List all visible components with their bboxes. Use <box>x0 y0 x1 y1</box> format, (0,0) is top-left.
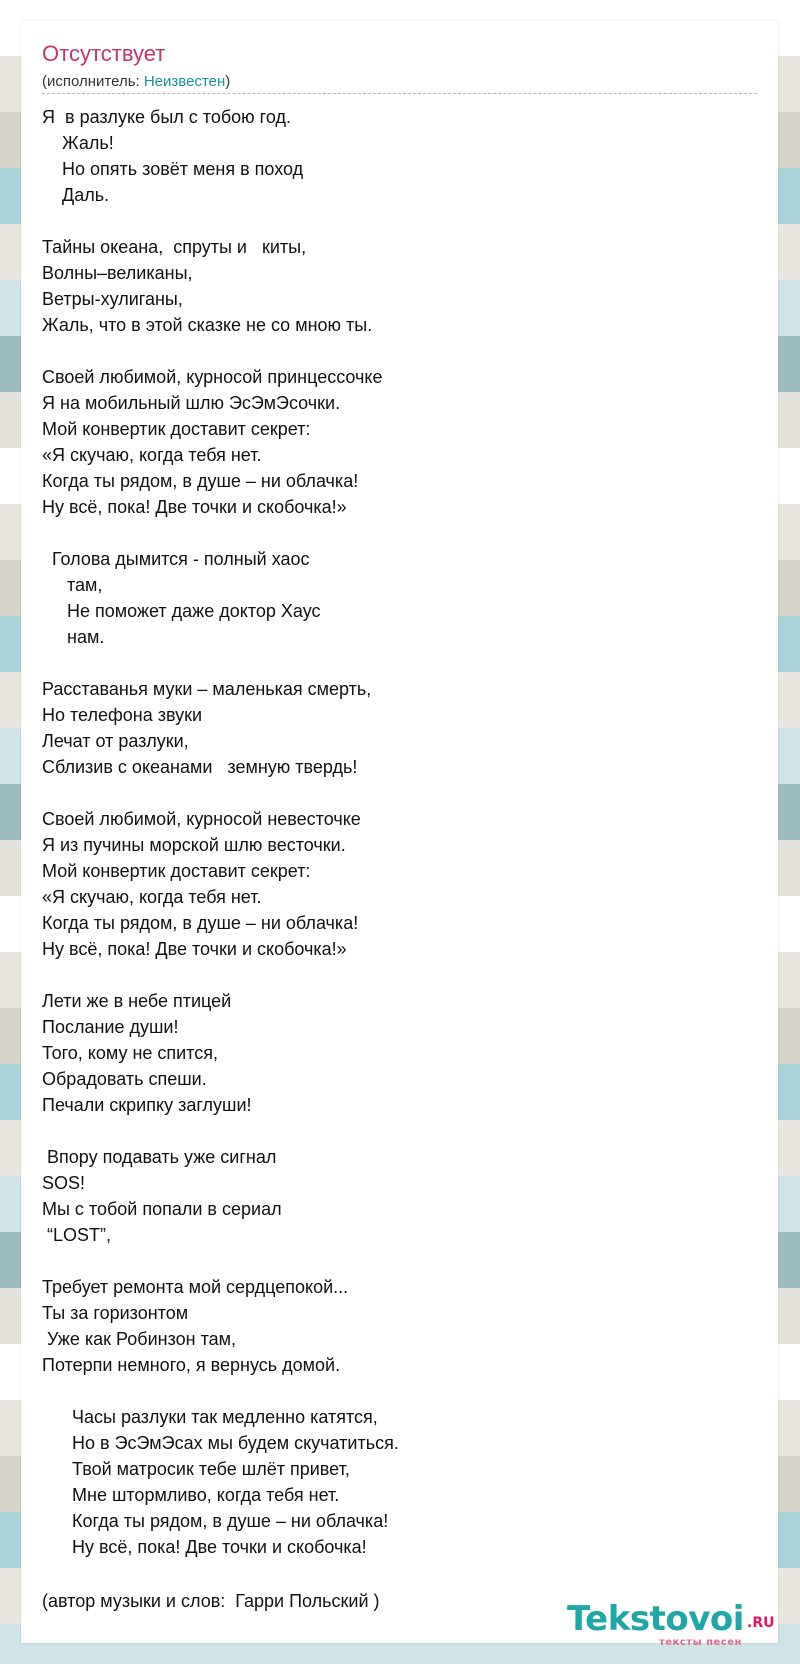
lyric-line: Но опять зовёт меня в поход <box>42 159 304 179</box>
lyric-line: Лети же в небе птицей <box>42 991 232 1011</box>
lyric-line: Ну всё, пока! Две точки и скобочка!» <box>42 497 347 517</box>
lyric-line: Печали скрипку заглуши! <box>42 1095 252 1115</box>
lyric-line: Мой конвертик доставит секрет: <box>42 419 311 439</box>
artist-link[interactable]: Неизвестен <box>143 73 226 90</box>
lyric-line <box>42 1118 757 1144</box>
lyric-line: Мне штормливо, когда тебя нет. <box>42 1485 340 1505</box>
lyric-line: Но телефона звуки <box>42 705 203 725</box>
lyric-line <box>42 780 757 806</box>
lyric-line <box>42 650 757 676</box>
author-credit: (автор музыки и слов: Гарри Польский ) <box>42 1591 380 1611</box>
lyric-line: Уже как Робинзон там, <box>42 1329 237 1349</box>
lyric-line: SOS! <box>42 1173 86 1193</box>
song-title: Отсутствует <box>42 41 166 66</box>
lyric-line: Требует ремонта мой сердцепокой... <box>42 1277 349 1297</box>
lyric-line: Голова дымится - полный хаос <box>42 549 310 569</box>
lyric-line: Твой матросик тебе шлёт привет, <box>42 1459 350 1479</box>
lyric-line: Когда ты рядом, в душе – ни облачка! <box>42 471 359 491</box>
lyric-line: «Я скучаю, когда тебя нет. <box>42 445 262 465</box>
lyric-line: Я из пучины морской шлю весточки. <box>42 835 346 855</box>
lyric-line: Своей любимой, курносой принцессочке <box>42 367 383 387</box>
lyric-line: Мы с тобой попали в сериал <box>42 1199 282 1219</box>
lyric-line <box>42 338 757 364</box>
lyric-line: там, <box>42 575 103 595</box>
lyric-line: Послание души! <box>42 1017 179 1037</box>
lyric-line: Я на мобильный шлю ЭсЭмЭсочки. <box>42 393 341 413</box>
lyric-line <box>42 962 757 988</box>
site-logo[interactable] <box>567 1599 775 1648</box>
lyrics-text <box>42 104 757 1560</box>
lyric-line: Я в разлуке был с тобою год. <box>42 107 291 127</box>
lyric-line: Потерпи немного, я вернусь домой. <box>42 1355 341 1375</box>
lyric-line: Мой конвертик доставит секрет: <box>42 861 311 881</box>
lyric-line: “LOST”, <box>42 1225 112 1245</box>
lyric-line: Того, кому не спится, <box>42 1043 218 1063</box>
artist-line <box>42 73 230 90</box>
lyric-line: Ветры-хулиганы, <box>42 289 183 309</box>
logo-tagline: тексты песен <box>659 1637 742 1648</box>
lyric-line: Часы разлуки так медленно катятся, <box>42 1407 378 1427</box>
lyric-line: Ты за горизонтом <box>42 1303 189 1323</box>
lyric-line: Ну всё, пока! Две точки и скобочка!» <box>42 939 347 959</box>
lyric-line: нам. <box>42 627 105 647</box>
lyric-line <box>42 520 757 546</box>
artist-prefix: (исполнитель: <box>42 73 144 90</box>
divider <box>42 93 757 94</box>
lyric-line: Жаль! <box>42 133 114 153</box>
lyric-line: Даль. <box>42 185 110 205</box>
lyric-line: Когда ты рядом, в душе – ни облачка! <box>42 913 359 933</box>
lyric-line: Жаль, что в этой сказке не со мною ты. <box>42 315 373 335</box>
logo-tld: .RU <box>747 1615 775 1631</box>
lyric-line: Своей любимой, курносой невесточке <box>42 809 361 829</box>
lyric-line: «Я скучаю, когда тебя нет. <box>42 887 262 907</box>
lyric-line <box>42 1248 757 1274</box>
artist-suffix: ) <box>225 73 231 90</box>
logo-wordmark: Tekstovoi <box>567 1599 744 1639</box>
lyric-line: Впору подавать уже сигнал <box>42 1147 277 1167</box>
lyric-line: Волны–великаны, <box>42 263 193 283</box>
lyric-line: Ну всё, пока! Две точки и скобочка! <box>42 1537 367 1557</box>
lyric-line: Расставанья муки – маленькая смерть, <box>42 679 372 699</box>
lyric-line: Когда ты рядом, в душе – ни облачка! <box>42 1511 389 1531</box>
lyric-line: Обрадовать спеши. <box>42 1069 207 1089</box>
lyric-line: Сблизив с океанами земную твердь! <box>42 757 358 777</box>
lyric-line: Но в ЭсЭмЭсах мы будем скучатиться. <box>42 1433 399 1453</box>
lyric-line: Тайны океана, спруты и киты, <box>42 237 307 257</box>
lyric-line: Лечат от разлуки, <box>42 731 189 751</box>
lyrics-card <box>21 21 778 1648</box>
lyric-line <box>42 1378 757 1404</box>
lyric-line: Не поможет даже доктор Хаус <box>42 601 321 621</box>
lyric-line <box>42 208 757 234</box>
